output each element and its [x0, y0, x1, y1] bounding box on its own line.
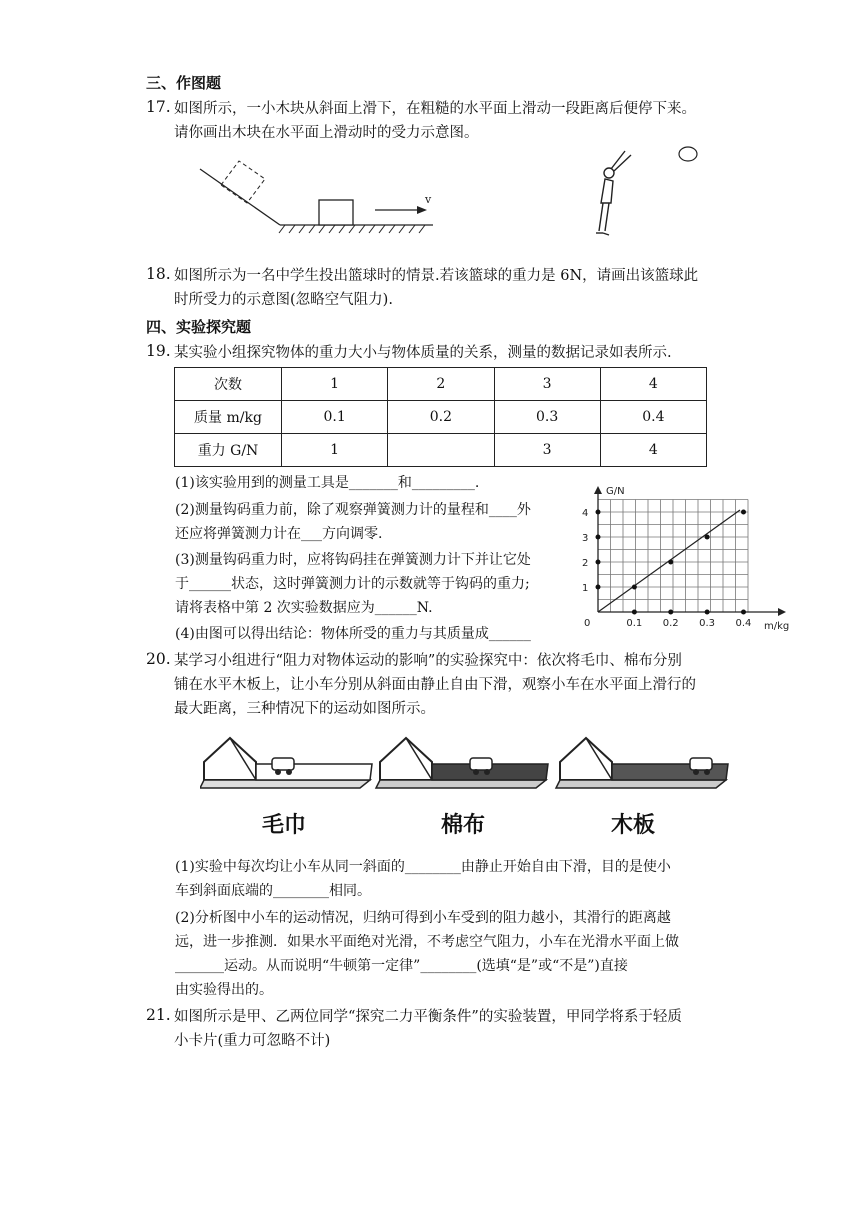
question-18-line-1: 如图所示为一名中学生投出篮球时的情景.若该篮球的重力是 6N，请画出该篮球此	[174, 268, 699, 284]
mass-weight-table	[174, 367, 707, 467]
table-cell: 重力 G/N	[175, 434, 282, 467]
question-19-part-1: (1)该实验用到的测量工具是_______和_________.	[175, 475, 480, 491]
x-tick-dot	[741, 610, 746, 615]
y-tick-label: 3	[582, 533, 589, 544]
x-tick-dot	[668, 610, 673, 615]
y-tick-dot	[596, 560, 601, 565]
question-19-part-3b: 于______状态，这时弹簧测力计的示数就等于钩码的重力;	[175, 576, 530, 592]
data-point	[632, 585, 637, 590]
table-row	[175, 434, 707, 467]
table-cell: 3	[494, 368, 600, 401]
towel-label: 毛巾	[262, 813, 307, 838]
question-19-part-4: (4)由图可以得出结论：物体所受的重力与其质量成______	[175, 626, 531, 642]
x-tick-label: 0.4	[735, 618, 752, 629]
question-20-line-2: 铺在水平木板上，让小车分别从斜面由静止自由下滑，观察小车在水平面上滑行的	[174, 677, 696, 693]
cotton-setup	[376, 738, 548, 788]
towel-setup	[200, 738, 372, 788]
x-tick-label: 0.3	[699, 618, 716, 629]
table-cell: 质量 m/kg	[175, 401, 282, 434]
question-number-17: 17.	[146, 98, 171, 116]
data-point	[705, 535, 710, 540]
basketball-throw-figure	[585, 143, 705, 243]
table-row	[175, 368, 707, 401]
question-number-18: 18.	[146, 265, 171, 283]
question-18-line-2: 时所受力的示意图(忽略空气阻力).	[174, 292, 393, 308]
question-number-19: 19.	[146, 342, 171, 360]
y-tick-dot	[596, 585, 601, 590]
y-tick-label: 4	[582, 508, 589, 519]
table-cell: 4	[600, 434, 706, 467]
question-20-part-1b: 车到斜面底端的________相同。	[175, 883, 371, 899]
wood-board-label: 木板	[611, 813, 656, 838]
question-17-line-1: 如图所示，一小木块从斜面上滑下，在粗糙的水平面上滑动一段距离后便停下来。	[174, 101, 696, 117]
y-tick-label: 1	[582, 583, 589, 594]
table-cell	[388, 434, 494, 467]
question-19-part-3c: 请将表格中第 2 次实验数据应为______N.	[175, 600, 433, 616]
table-cell: 0.1	[282, 401, 388, 434]
question-20-line-3: 最大距离，三种情况下的运动如图所示。	[174, 701, 435, 717]
basketball-icon	[679, 147, 697, 161]
question-19-intro: 某实验小组探究物体的重力大小与物体质量的关系，测量的数据记录如表所示.	[174, 345, 672, 361]
question-19-part-2b: 还应将弹簧测力计在___方向调零.	[175, 526, 383, 542]
wood-board-setup	[556, 738, 728, 788]
cotton-label: 棉布	[441, 813, 486, 838]
graph-x-label: m/kg	[764, 621, 790, 632]
weight-mass-graph	[578, 482, 804, 634]
x-tick-dot	[632, 610, 637, 615]
x-tick-label: 0.1	[626, 618, 643, 629]
x-tick-dot	[705, 610, 710, 615]
question-20-part-2a: (2)分析图中小车的运动情况，归纳可得到小车受到的阻力越小，其滑行的距离越	[175, 910, 671, 926]
question-number-21: 21.	[146, 1006, 171, 1024]
table-row	[175, 401, 707, 434]
section-title-experiment: 四、实验探究题	[146, 318, 252, 336]
question-20-part-2b: 远，进一步推测．如果水平面绝对光滑，不考虑空气阻力，小车在光滑水平面上做	[175, 934, 679, 950]
question-20-part-2c: _______运动。从而说明“牛顿第一定律”________(选填“是”或“不是”)直接	[175, 958, 628, 974]
table-cell: 3	[494, 434, 600, 467]
graph-origin-label: 0	[584, 618, 591, 629]
data-point	[741, 510, 746, 515]
question-19-part-2a: (2)测量钩码重力前，除了观察弹簧测力计的量程和____外	[175, 502, 531, 518]
table-cell: 0.2	[388, 401, 494, 434]
incline-block-figure	[195, 155, 445, 240]
question-20-line-1: 某学习小组进行“阻力对物体运动的影响”的实验探究中：依次将毛巾、棉布分别	[174, 653, 682, 669]
table-cell: 2	[388, 368, 494, 401]
velocity-label: v	[425, 193, 432, 206]
table-cell: 1	[282, 434, 388, 467]
table-cell: 次数	[175, 368, 282, 401]
question-20-part-2d: 由实验得出的。	[175, 982, 273, 998]
table-cell: 0.4	[600, 401, 706, 434]
question-number-20: 20.	[146, 650, 171, 668]
question-19-part-3a: (3)测量钩码重力时，应将钩码挂在弹簧测力计下并让它处	[175, 552, 531, 568]
question-20-part-1a: (1)实验中每次均让小车从同一斜面的________由静止开始自由下滑，目的是使小	[175, 859, 671, 875]
y-tick-label: 2	[582, 558, 589, 569]
section-title-drawing: 三、作图题	[146, 74, 222, 92]
table-cell: 0.3	[494, 401, 600, 434]
table-cell: 4	[600, 368, 706, 401]
question-21-line-1: 如图所示是甲、乙两位同学“探究二力平衡条件”的实验装置，甲同学将系于轻质	[174, 1009, 682, 1025]
y-tick-dot	[596, 535, 601, 540]
data-point	[668, 560, 673, 565]
x-tick-label: 0.2	[662, 618, 679, 629]
question-17-line-2: 请你画出木块在水平面上滑动时的受力示意图。	[174, 125, 479, 141]
graph-y-label: G/N	[606, 486, 625, 497]
y-tick-dot	[596, 510, 601, 515]
question-21-line-2: 小卡片(重力可忽略不计)	[174, 1033, 331, 1049]
table-cell: 1	[282, 368, 388, 401]
